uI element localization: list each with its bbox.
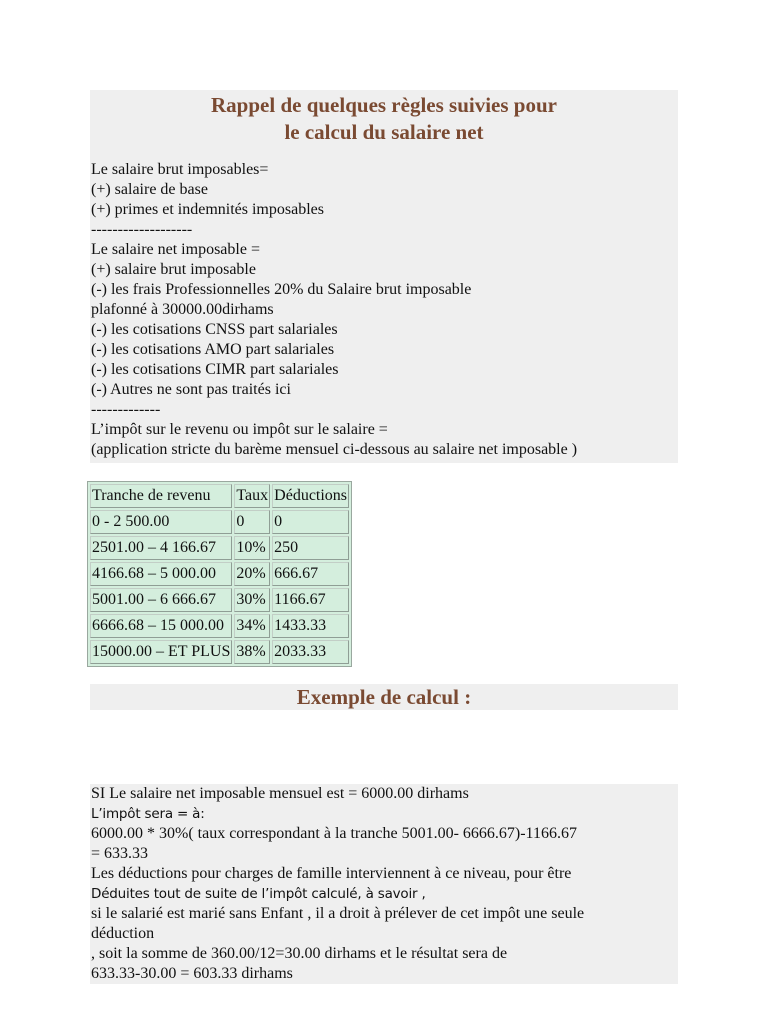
tax-bracket-table <box>87 481 352 667</box>
rules-separator: ------------- <box>91 401 161 418</box>
example-line: = 633.33 <box>91 845 149 862</box>
table-cell: 0 <box>272 510 349 534</box>
table-cell: 0 <box>234 510 270 534</box>
table-row <box>90 614 349 638</box>
example-line: 633.33-30.00 = 603.33 dirhams <box>91 965 293 982</box>
rules-section <box>90 90 678 463</box>
table-cell: 10% <box>234 536 270 560</box>
rules-line: (-) les cotisations CIMR part salariales <box>91 361 339 378</box>
table-header-cell: Taux <box>234 484 270 508</box>
example-line: SI Le salaire net imposable mensuel est = 6000.00 dirhams <box>91 785 469 802</box>
example-title: Exemple de calcul : <box>296 685 472 709</box>
table-cell: 2033.33 <box>272 640 349 664</box>
table-row <box>90 536 349 560</box>
table-cell: 34% <box>234 614 270 638</box>
table-row <box>90 562 349 586</box>
table-row <box>90 588 349 612</box>
rules-separator: ------------------- <box>91 221 193 238</box>
rules-title-line-1: Rappel de quelques règles suivies pour <box>211 93 557 117</box>
rules-line: Le salaire brut imposables= <box>91 161 269 178</box>
example-line: L’impôt sera = à: <box>91 806 205 822</box>
example-heading-section <box>90 684 678 710</box>
table-header-cell: Tranche de revenu <box>90 484 232 508</box>
rules-line: (+) salaire brut imposable <box>91 261 256 278</box>
rules-line: L’impôt sur le revenu ou impôt sur le salaire = <box>91 421 388 438</box>
table-cell: 666.67 <box>272 562 349 586</box>
rules-line: (-) les cotisations AMO part salariales <box>91 341 335 358</box>
example-line: Les déductions pour charges de famille interviennent à ce niveau, pour être <box>91 865 572 882</box>
example-line: déduction <box>91 925 155 942</box>
table-cell: 1166.67 <box>272 588 349 612</box>
table-cell: 0 - 2 500.00 <box>90 510 232 534</box>
rules-line: (-) les frais Professionnelles 20% du Salaire brut imposable <box>91 281 472 298</box>
rules-line: Le salaire net imposable = <box>91 241 260 258</box>
rules-line: (+) primes et indemnités imposables <box>91 201 324 218</box>
rules-line: (-) Autres ne sont pas traités ici <box>91 381 291 398</box>
example-line: si le salarié est marié sans Enfant , il a droit à prélever de cet impôt une seule <box>91 905 585 922</box>
table-cell: 15000.00 – ET PLUS <box>90 640 232 664</box>
rules-line: (+) salaire de base <box>91 181 208 198</box>
rules-line: (application stricte du barème mensuel ci-dessous au salaire net imposable ) <box>91 441 578 458</box>
rules-line: plafonné à 30000.00dirhams <box>91 301 274 318</box>
table-row <box>90 640 349 664</box>
table-cell: 20% <box>234 562 270 586</box>
rules-title <box>90 92 678 146</box>
table-header-row <box>90 484 349 508</box>
table-cell: 6666.68 – 15 000.00 <box>90 614 232 638</box>
table-cell: 38% <box>234 640 270 664</box>
table-cell: 1433.33 <box>272 614 349 638</box>
table-cell: 250 <box>272 536 349 560</box>
example-section <box>90 784 678 984</box>
table-cell: 4166.68 – 5 000.00 <box>90 562 232 586</box>
example-line: 6000.00 * 30%( taux correspondant à la tranche 5001.00- 6666.67)-1166.67 <box>91 825 577 842</box>
rules-text <box>90 160 678 460</box>
table-cell: 5001.00 – 6 666.67 <box>90 588 232 612</box>
example-line: , soit la somme de 360.00/12=30.00 dirhams et le résultat sera de <box>91 945 508 962</box>
example-line: Déduites tout de suite de l’impôt calculé, à savoir , <box>91 886 426 902</box>
example-text <box>90 784 678 984</box>
rules-line: (-) les cotisations CNSS part salariales <box>91 321 338 338</box>
table-row <box>90 510 349 534</box>
table-cell: 2501.00 – 4 166.67 <box>90 536 232 560</box>
rules-title-line-2: le calcul du salaire net <box>284 120 484 144</box>
table-cell: 30% <box>234 588 270 612</box>
table-header-cell: Déductions <box>272 484 349 508</box>
